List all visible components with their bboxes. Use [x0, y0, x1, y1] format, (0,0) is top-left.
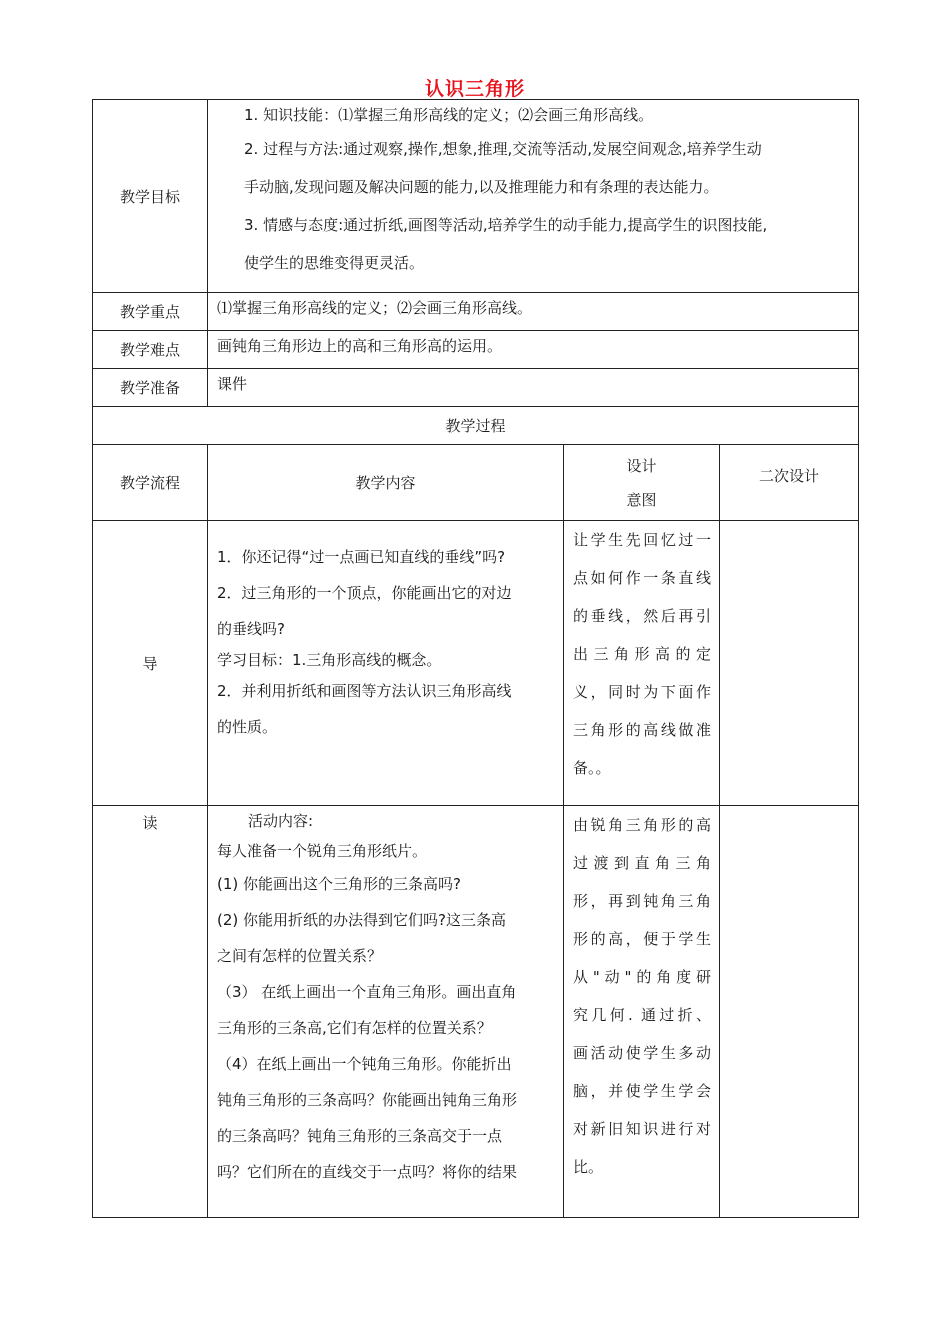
step-intent-line: 形的高，便于学生 [573, 930, 711, 948]
step-intent-line: 对新旧知识进行对 [573, 1120, 711, 1138]
process-header-row [93, 445, 859, 521]
step-content-line: 三角形的三条高,它们有怎样的位置关系？ [217, 1019, 492, 1037]
step-content [208, 521, 564, 806]
step-intent-line: 过渡到直角三角 [573, 854, 711, 872]
objective-line: 3. 情感与态度:通过折纸,画图等活动,培养学生的动手能力,提高学生的识图技能, [244, 216, 768, 234]
step-content-line: 的三条高吗？钝角三角形的三条高交于一点 [217, 1127, 503, 1145]
difficulties-text: 画钝角三角形边上的高和三角形高的运用。 [208, 331, 859, 369]
step-intent-line: 由锐角三角形的高 [573, 816, 711, 834]
step-intent [564, 521, 720, 806]
key-points-label: 教学重点 [93, 293, 208, 331]
step-flow-label: 读 [93, 806, 208, 1218]
step-intent-line: 备。。 [573, 759, 611, 777]
difficulties-row [93, 331, 859, 369]
step-intent [564, 806, 720, 1218]
intent-header-line1: 设计 [626, 456, 657, 475]
step-content-line: 2．过三角形的一个顶点，你能画出它的对边 [217, 584, 512, 602]
key-points-row [93, 293, 859, 331]
step-intent-line: 出三角形高的定 [573, 645, 711, 663]
step-content-line: （4）在纸上画出一个钝角三角形。你能折出 [217, 1055, 512, 1073]
step-content-line: 吗？它们所在的直线交于一点吗？将你的结果 [217, 1163, 518, 1181]
step-content-line: （3） 在纸上画出一个直角三角形。画出直角 [217, 983, 517, 1001]
intent-header-line2: 意图 [626, 490, 657, 509]
step-content [208, 806, 564, 1218]
step-second-design [720, 521, 859, 806]
step-content-line: 1．你还记得“过一点画已知直线的垂线”吗? [217, 548, 506, 566]
intent-header [564, 445, 720, 521]
key-points-text: ⑴掌握三角形高线的定义；⑵会画三角形高线。 [208, 293, 859, 331]
step-intent-line: 从"动"的角度研 [573, 968, 711, 986]
step-content-line: 活动内容: [248, 812, 314, 830]
step-content-line: (1) 你能画出这个三角形的三条高吗? [217, 875, 461, 893]
page-title: 认识三角形 [424, 78, 525, 100]
preparation-label: 教学准备 [93, 369, 208, 407]
objectives-label: 教学目标 [93, 100, 208, 293]
step-intent-line: 比。 [573, 1158, 604, 1176]
step-intent-line: 画活动使学生多动 [573, 1044, 711, 1062]
step-intent-line: 脑，并使学生学会 [573, 1082, 711, 1100]
objective-line: 手动脑,发现问题及解决问题的能力,以及推理能力和有条理的表达能力。 [244, 178, 719, 196]
step-intent-line: 让学生先回忆过一 [573, 531, 711, 549]
objective-line: 2. 过程与方法:通过观察,操作,想象,推理,交流等活动,发展空间观念,培养学生动 [244, 140, 762, 158]
step-intent-line: 究几何. 通过折、 [573, 1006, 711, 1024]
flow-header: 教学流程 [93, 445, 208, 521]
step-flow-label: 导 [93, 521, 208, 806]
step-intent-line: 形，再到钝角三角 [573, 892, 711, 910]
step-intent-line: 点如何作一条直线 [573, 569, 711, 587]
step-content-line: 学习目标：1.三角形高线的概念。 [217, 651, 442, 669]
step-content-line: (2) 你能用折纸的办法得到它们吗?这三条高 [217, 911, 506, 929]
content-header: 教学内容 [208, 445, 564, 521]
step-second-design [720, 806, 859, 1218]
step-row-du [93, 806, 859, 1218]
step-content-line: 的性质。 [217, 718, 278, 736]
second-design-header: 二次设计 [720, 445, 859, 521]
step-content-line: 之间有怎样的位置关系？ [217, 947, 383, 965]
objective-line: 使学生的思维变得更灵活。 [244, 254, 425, 272]
preparation-text: 课件 [208, 369, 859, 407]
process-heading-row [93, 407, 859, 445]
step-content-line: 每人准备一个锐角三角形纸片。 [217, 842, 428, 860]
objectives-row [93, 100, 859, 293]
lesson-plan-table [92, 99, 859, 1218]
step-intent-line: 三角形的高线做准 [573, 721, 711, 739]
objectives-content [208, 100, 859, 293]
preparation-row [93, 369, 859, 407]
process-heading: 教学过程 [93, 407, 859, 445]
step-content-line: 钝角三角形的三条高吗？你能画出钝角三角形 [217, 1091, 518, 1109]
step-content-line: 的垂线吗? [217, 620, 285, 638]
step-intent-line: 义，同时为下面作 [573, 683, 711, 701]
step-row-dao [93, 521, 859, 806]
step-content-line: 2．并利用折纸和画图等方法认识三角形高线 [217, 682, 512, 700]
objective-line: 1. 知识技能：⑴掌握三角形高线的定义；⑵会画三角形高线。 [244, 106, 654, 124]
difficulties-label: 教学难点 [93, 331, 208, 369]
step-intent-line: 的垂线，然后再引 [573, 607, 711, 625]
